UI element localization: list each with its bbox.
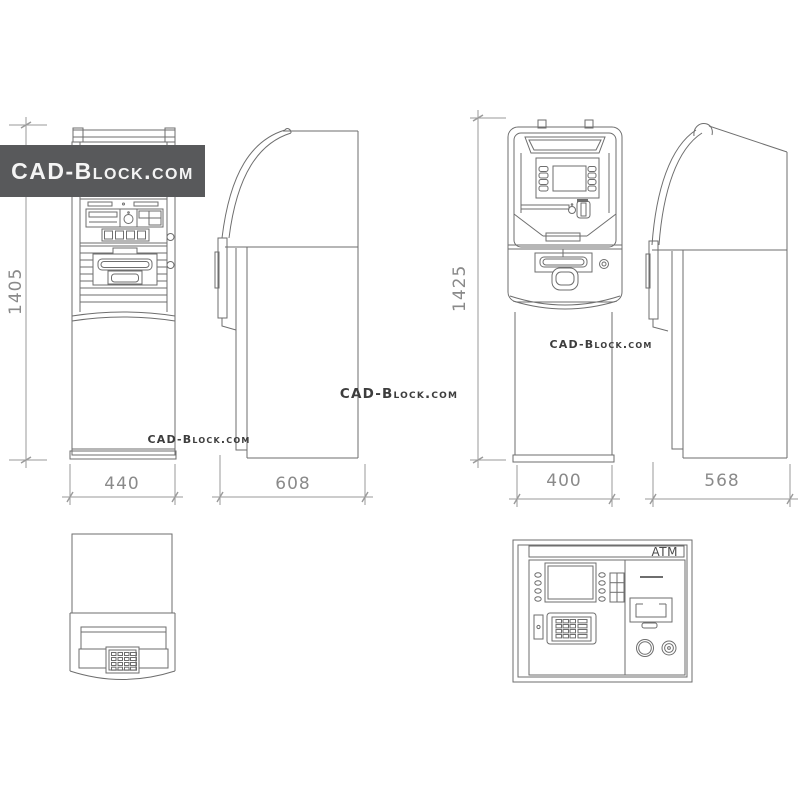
cash-dispenser-1 — [93, 248, 157, 285]
cad-block-banner[interactable] — [0, 145, 205, 197]
atm-side-view-2 — [646, 124, 787, 458]
dim-label-depth-608: 608 — [275, 474, 311, 494]
watermark-center: CAD-Block.com — [339, 386, 459, 402]
dim-label-height-1425: 1425 — [450, 264, 470, 312]
top-view-keypad — [106, 647, 139, 673]
watermark-left: CAD-Block.com — [147, 433, 251, 446]
atm-top-view — [70, 534, 175, 680]
dim-label-height-1405: 1405 — [6, 267, 26, 315]
cad-block-banner-text: CAD-Block.com — [11, 157, 194, 184]
atm-side-view-1 — [215, 129, 358, 458]
atm-panel-detail — [513, 540, 692, 682]
atm-front-view-2 — [508, 120, 622, 462]
watermark-right: CAD-Block.com — [549, 338, 653, 351]
dim-label-width-400: 400 — [546, 471, 582, 491]
dim-label-width-440: 440 — [104, 474, 140, 494]
dim-label-depth-568: 568 — [704, 471, 740, 491]
detail-panel-atm-label: ATM — [651, 545, 678, 559]
detail-keypad — [547, 613, 596, 644]
